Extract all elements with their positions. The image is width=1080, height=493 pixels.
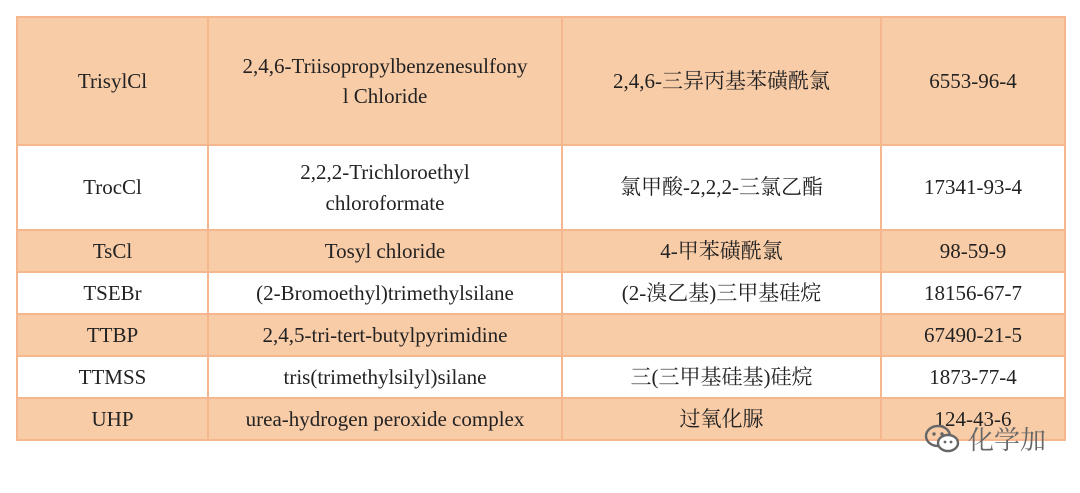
cas-number-cell: 17341-93-4 xyxy=(881,145,1065,230)
abbreviation-cell: TTMSS xyxy=(17,356,208,398)
chinese-name-cell: 氯甲酸-2,2,2-三氯乙酯 xyxy=(562,145,881,230)
abbreviation-cell: TsCl xyxy=(17,230,208,272)
chinese-name-cell: (2-溴乙基)三甲基硅烷 xyxy=(562,272,881,314)
reagent-table xyxy=(16,16,1066,441)
english-name-cell: tris(trimethylsilyl)silane xyxy=(208,356,562,398)
table-row xyxy=(17,145,1065,230)
chinese-name-cell: 2,4,6-三异丙基苯磺酰氯 xyxy=(562,17,881,145)
cas-number-cell: 6553-96-4 xyxy=(881,17,1065,145)
english-name-cell: 2,4,5-tri-tert-butylpyrimidine xyxy=(208,314,562,356)
english-name-line: 2,4,6-Triisopropylbenzenesulfony xyxy=(242,53,528,78)
cas-number-cell: 98-59-9 xyxy=(881,230,1065,272)
chinese-name-cell xyxy=(562,314,881,356)
english-name-cell: (2-Bromoethyl)trimethylsilane xyxy=(208,272,562,314)
cas-number-cell: 1873-77-4 xyxy=(881,356,1065,398)
table-row xyxy=(17,356,1065,398)
abbreviation-cell: TTBP xyxy=(17,314,208,356)
table-row xyxy=(17,230,1065,272)
table-row xyxy=(17,17,1065,145)
watermark-text: 化学加 xyxy=(967,426,1046,456)
abbreviation-cell: TrisylCl xyxy=(17,17,208,145)
abbreviation-cell: TrocCl xyxy=(17,145,208,230)
english-name-line: 2,2,2-Trichloroethyl xyxy=(300,160,470,185)
cas-number-cell: 124-43-6 xyxy=(881,398,1065,440)
chinese-name-cell: 4-甲苯磺酰氯 xyxy=(562,230,881,272)
english-name-cell xyxy=(208,17,562,145)
english-name-cell xyxy=(208,145,562,230)
watermark xyxy=(924,420,1046,457)
wechat-icon xyxy=(924,424,960,454)
cas-number-cell: 67490-21-5 xyxy=(881,314,1065,356)
table-row xyxy=(17,272,1065,314)
chinese-name-cell: 三(三甲基硅基)硅烷 xyxy=(562,356,881,398)
english-name-cell: Tosyl chloride xyxy=(208,230,562,272)
abbreviation-cell: TSEBr xyxy=(17,272,208,314)
english-name-line: chloroformate xyxy=(325,190,445,215)
cas-number-cell: 18156-67-7 xyxy=(881,272,1065,314)
table-row xyxy=(17,314,1065,356)
chinese-name-cell: 过氧化脲 xyxy=(562,398,881,440)
english-name-line: l Chloride xyxy=(342,84,428,108)
abbreviation-cell: UHP xyxy=(17,398,208,440)
table-row xyxy=(17,398,1065,440)
english-name-cell: urea-hydrogen peroxide complex xyxy=(208,398,562,440)
